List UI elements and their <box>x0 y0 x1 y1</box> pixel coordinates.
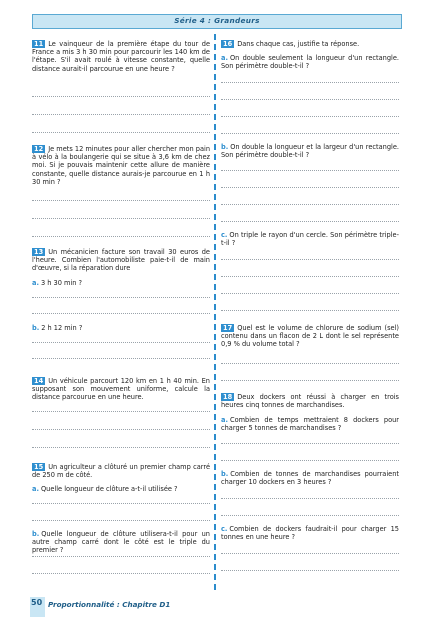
part-label: a. <box>32 279 39 287</box>
exercise-text: Deux dockers ont réussi à charger en trois heures cinq tonnes de marchandises. <box>221 393 399 410</box>
answer-lines-16a[interactable] <box>221 82 399 138</box>
exercise-text: Je mets 12 minutes pour aller chercher mon pain à vélo à la boulangerie qui se situe à 3,6 km de chez moi. Si je pouvais maintenir cette allure de manière constante, quelle distance aurais-je parcourue en 1 h 30 min ? <box>32 145 210 186</box>
exercise-13 <box>32 248 210 273</box>
answer-lines-18a[interactable] <box>221 443 399 463</box>
part-label: b. <box>221 143 229 151</box>
exercise-number: 13 <box>34 248 44 256</box>
part-text: 2 h 12 min ? <box>41 324 83 332</box>
part-text: Quelle longueur de clôture a-t-il utilisée ? <box>40 485 178 493</box>
exercise-12 <box>32 145 210 186</box>
exercise-text: Un mécanicien facture son travail 30 euros de l'heure. Combien l'automobiliste paie-t-il de main d'œuvre, si la réparation dure <box>32 248 210 273</box>
part-text: Combien de tonnes de marchandises pourraient charger 10 dockers en 3 heures ? <box>221 470 399 487</box>
exercise-number: 11 <box>34 40 44 48</box>
part-label: a. <box>221 54 228 62</box>
answer-lines-18b[interactable] <box>221 498 399 518</box>
exercise-number: 17 <box>223 324 233 332</box>
exercise-16-part-b <box>221 143 399 159</box>
exercise-text: Le vainqueur de la première étape du tour de France a mis 3 h 30 min pour parcourir les 140 km de l'étape. S'il avait roulé à vitesse constante, quelle distance aurait-il parcourue en une heure ? <box>32 40 210 73</box>
exercise-number: 12 <box>34 145 44 153</box>
exercise-text: Un agriculteur a clôturé un premier champ carré de 250 m de côté. <box>32 463 210 480</box>
part-text: On double seulement la longueur d'un rectangle. Son périmètre double-t-il ? <box>221 54 399 71</box>
answer-lines-13a[interactable] <box>32 297 210 317</box>
answer-lines-11[interactable] <box>32 96 210 136</box>
exercise-11 <box>32 40 210 73</box>
answer-lines-18c[interactable] <box>221 553 399 575</box>
page-number: 50 <box>31 598 43 607</box>
answer-lines-13b[interactable] <box>32 342 210 362</box>
exercise-number: 14 <box>34 377 44 385</box>
exercise-text: Dans chaque cas, justifie ta réponse. <box>237 40 360 48</box>
answer-lines-12[interactable] <box>32 200 210 240</box>
part-label: b. <box>32 530 40 538</box>
exercise-number: 16 <box>223 40 233 48</box>
chapter-label: Proportionnalité : Chapitre D1 <box>48 600 171 609</box>
part-label: a. <box>32 485 39 493</box>
exercise-17 <box>221 324 399 349</box>
series-header <box>32 14 402 29</box>
answer-lines-14[interactable] <box>32 411 210 451</box>
exercise-15-part-a <box>32 485 210 493</box>
column-divider <box>214 34 216 590</box>
exercise-text: Un véhicule parcourt 120 km en 1 h 40 min. En supposant son mouvement uniforme, calcule la distance parcourue en une heure. <box>32 377 210 402</box>
part-label: b. <box>32 324 40 332</box>
exercise-15-part-b <box>32 530 210 555</box>
part-text: 3 h 30 min ? <box>40 279 83 287</box>
exercise-13-part-b <box>32 324 210 332</box>
exercise-16-part-a <box>221 54 399 70</box>
exercise-18-part-c <box>221 525 399 541</box>
answer-lines-16c[interactable] <box>221 259 399 315</box>
exercise-18-part-b <box>221 470 399 486</box>
exercise-16 <box>221 40 399 48</box>
series-title: Série 4 : Grandeurs <box>174 16 260 25</box>
part-label: c. <box>221 231 228 239</box>
part-text: On triple le rayon d'un cercle. Son périmètre triple-t-il ? <box>221 231 399 248</box>
answer-lines-15a[interactable] <box>32 503 210 523</box>
exercise-number: 18 <box>223 393 233 401</box>
exercise-text: Quel est le volume de chlorure de sodium (sel) contenu dans un flacon de 2 L dont le sel représente 0,9 % du volume total ? <box>221 324 399 349</box>
exercise-16-part-c <box>221 231 399 247</box>
part-label: c. <box>221 525 228 533</box>
part-label: a. <box>221 416 228 424</box>
exercise-number: 15 <box>34 463 44 471</box>
exercise-18 <box>221 393 399 409</box>
part-text: On double la longueur et la largeur d'un rectangle. Son périmètre double-t-il ? <box>221 143 399 160</box>
part-label: b. <box>221 470 229 478</box>
part-text: Quelle longueur de clôture utilisera-t-il pour un autre champ carré dont le côté est le triple du premier ? <box>32 530 210 555</box>
answer-lines-15b[interactable] <box>32 556 210 578</box>
answer-lines-17[interactable] <box>221 363 399 383</box>
exercise-18-part-a <box>221 416 399 432</box>
exercise-14 <box>32 377 210 402</box>
exercise-13-part-a <box>32 279 210 287</box>
answer-lines-16b[interactable] <box>221 170 399 226</box>
exercise-15 <box>32 463 210 479</box>
part-text: Combien de temps mettraient 8 dockers pour charger 5 tonnes de marchandises ? <box>221 416 399 433</box>
part-text: Combien de dockers faudrait-il pour charger 15 tonnes en une heure ? <box>221 525 399 542</box>
